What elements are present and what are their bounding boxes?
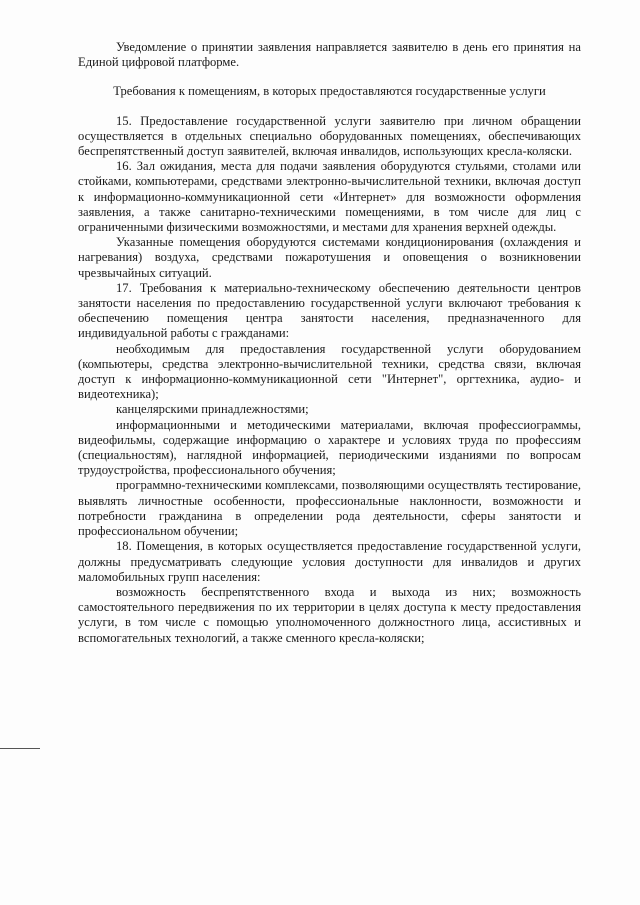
list-item: возможность беспрепятственного входа и выхода из них; возможность самостоятельного передвижения по их территории в целях доступа к месту предоставления услуги, в том числе с помощью уполномоченного должностного лица, ассистивных и вспомогательных технологий, а также сменного кресла-коляски;	[78, 584, 581, 645]
paragraph-17: 17. Требования к материально-техническому обеспечению деятельности центров занятости населения по предоставлению государственной услуги включают требования к обеспечению помещения центра занятости населения, предназначенного для индивидуальной работы с гражданами:	[78, 280, 581, 341]
intro-paragraph: Уведомление о принятии заявления направляется заявителю в день его принятия на Единой цифровой платформе.	[78, 40, 581, 70]
margin-line	[0, 748, 40, 749]
paragraph-18: 18. Помещения, в которых осуществляется предоставление государственной услуги, должны предусматривать следующие условия доступности для инвалидов и других маломобильных групп населения:	[78, 539, 581, 584]
list-item: программно-техническими комплексами, позволяющими осуществлять тестирование, выявлять личностные особенности, профессиональные наклонности, возможности и потребности гражданина в определении рода деятельности, сферы занятости и профессиональном обучении;	[78, 478, 581, 539]
document-body	[78, 40, 581, 646]
list-item: канцелярскими принадлежностями;	[116, 402, 309, 417]
list-item: необходимым для предоставления государственной услуги оборудованием (компьютеры, средства электронно-вычислительной техники, средства связи, включая доступ к информационно-коммуникационной сети "Интернет", оргтехника, аудио- и видеотехника);	[78, 341, 581, 402]
paragraph-16-continued: Указанные помещения оборудуются системами кондиционирования (охлаждения и нагревания) воздуха, средствами пожаротушения и оповещения о возникновении чрезвычайных ситуаций.	[78, 235, 581, 280]
paragraph-16: 16. Зал ожидания, места для подачи заявления оборудуются стульями, столами или стойками, компьютерами, средствами электронно-вычислительной техники, включая доступ к информационно-коммуникационной сети «Интернет» для возможности оформления заявления, а также санитарно-техническими помещениями, в том числе для лиц с ограниченными физическими возможностями, и местами для хранения верхней одежды.	[78, 159, 581, 235]
paragraph-15: 15. Предоставление государственной услуги заявителю при личном обращении осуществляется в отдельных специально оборудованных помещениях, обеспечивающих беспрепятственный доступ заявителей, включая инвалидов, использующих кресла-коляски.	[78, 113, 581, 159]
list-item: информационными и методическими материалами, включая профессиограммы, видеофильмы, содержащие информацию о характере и условиях труда по профессиям (специальностям), наглядной информацией, периодическими изданиями по вопросам трудоустройства, профессионального обучения;	[78, 417, 581, 478]
section-heading: Требования к помещениям, в которых предоставляются государственные услуги	[113, 84, 546, 99]
